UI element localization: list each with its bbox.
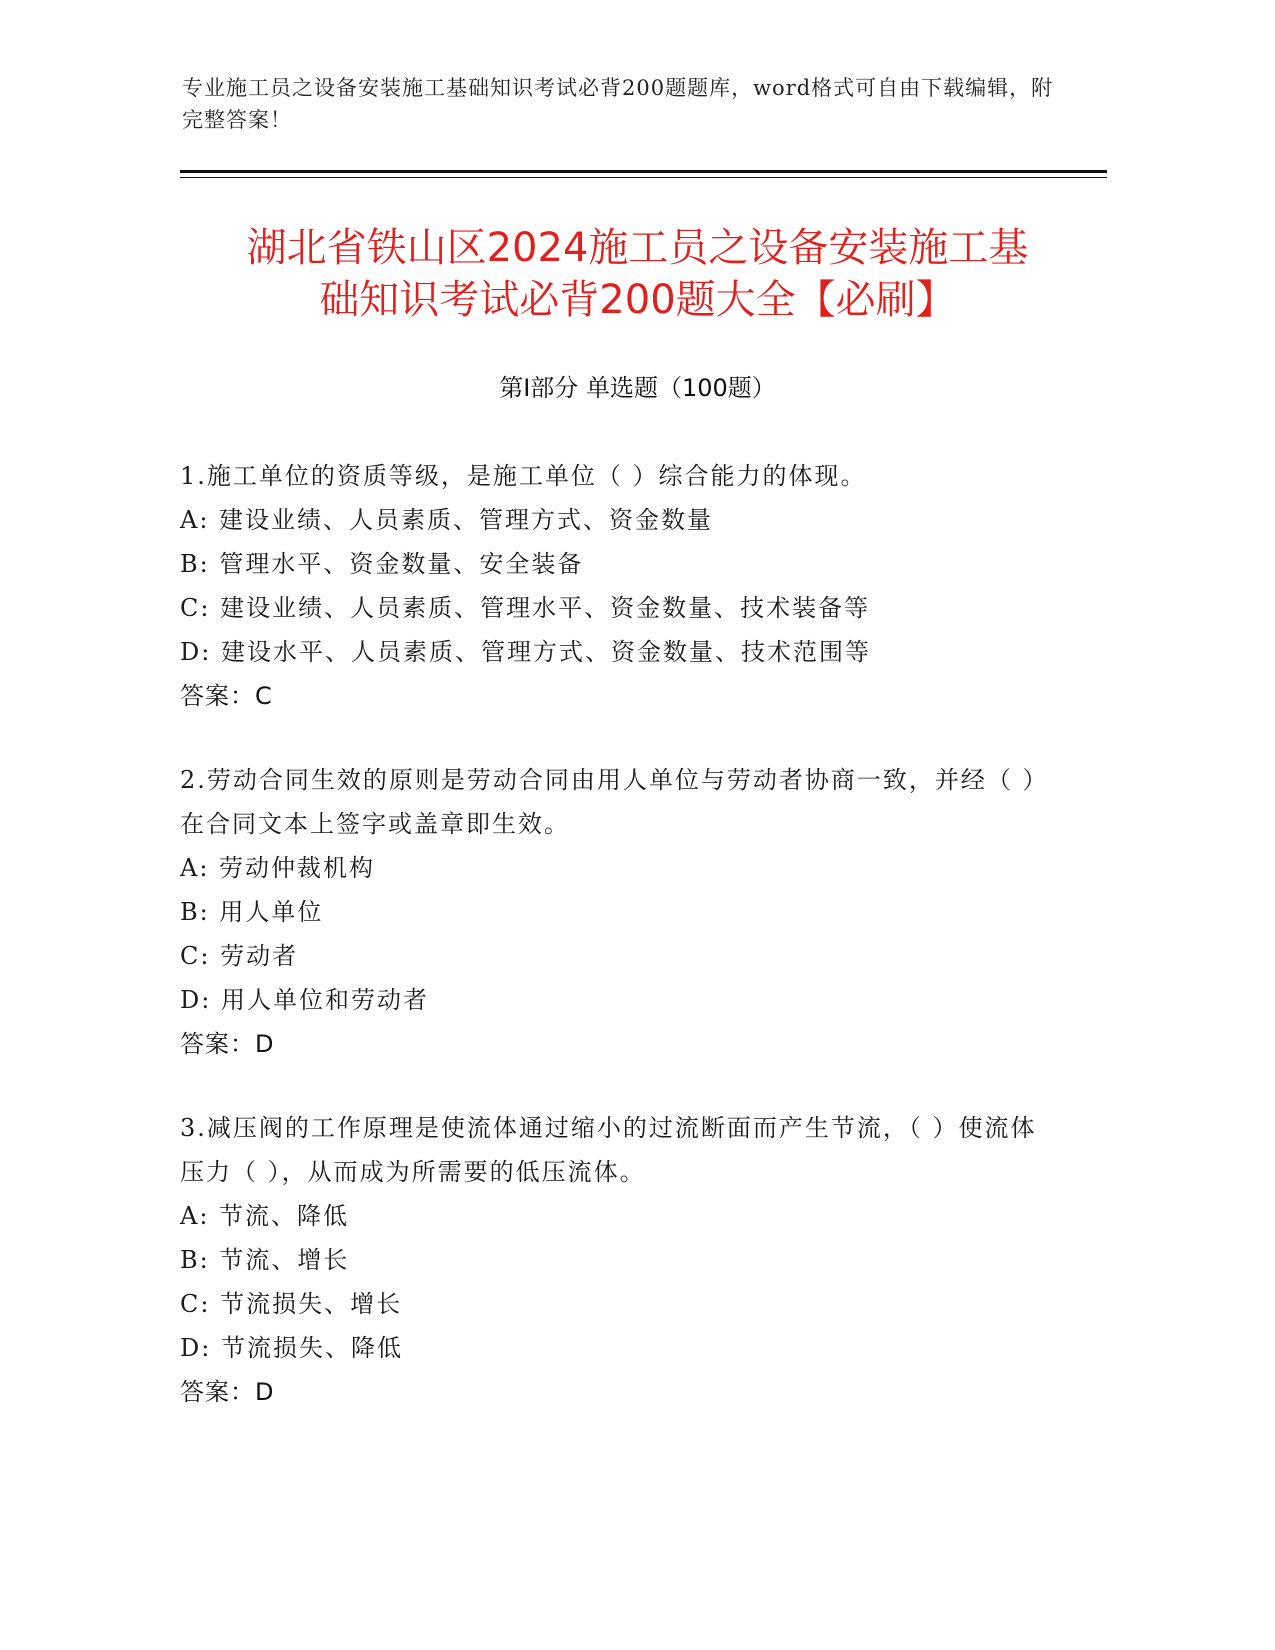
header-divider-thin — [180, 177, 1107, 178]
option-a: A: 节流、降低 — [180, 1202, 350, 1230]
option-d: D: 节流损失、降低 — [180, 1334, 403, 1362]
document-title — [150, 222, 1125, 326]
header-note: 专业施工员之设备安装施工基础知识考试必背200题题库，word格式可自由下载编辑，附完整答案！ — [182, 76, 1054, 132]
option-b: B: 用人单位 — [180, 898, 324, 926]
option-c: C: 劳动者 — [180, 942, 299, 970]
question-stem: 1.施工单位的资质等级，是施工单位（ ）综合能力的体现。 — [180, 462, 867, 490]
answer: 答案：D — [180, 1030, 275, 1058]
question-stem: 2.劳动合同生效的原则是劳动合同由用人单位与劳动者协商一致，并经（ ）在合同文本上签字或盖章即生效。 — [180, 766, 1037, 838]
header-divider-thick — [180, 170, 1107, 173]
question-3 — [180, 1106, 1040, 1414]
option-c: C: 节流损失、增长 — [180, 1290, 403, 1318]
question-2 — [180, 758, 1040, 1066]
question-1 — [180, 454, 1040, 718]
option-b: B: 管理水平、资金数量、安全装备 — [180, 550, 584, 578]
option-c: C: 建设业绩、人员素质、管理水平、资金数量、技术装备等 — [180, 594, 871, 622]
option-a: A: 建设业绩、人员素质、管理方式、资金数量 — [180, 506, 714, 534]
option-d: D: 建设水平、人员素质、管理方式、资金数量、技术范围等 — [180, 638, 871, 666]
document-title-line-1: 湖北省铁山区2024施工员之设备安装施工基 — [246, 225, 1029, 271]
option-b: B: 节流、增长 — [180, 1246, 350, 1274]
document-title-line-2: 础知识考试必背200题大全【必刷】 — [319, 277, 956, 323]
question-stem: 3.减压阀的工作原理是使流体通过缩小的过流断面而产生节流，（ ）使流体压力（ ），从而成为所需要的低压流体。 — [180, 1114, 1037, 1186]
answer: 答案：C — [180, 682, 273, 710]
answer: 答案：D — [180, 1378, 275, 1406]
section-title: 第Ⅰ部分 单选题（100题） — [499, 374, 776, 402]
option-d: D: 用人单位和劳动者 — [180, 986, 429, 1014]
option-a: A: 劳动仲裁机构 — [180, 854, 376, 882]
